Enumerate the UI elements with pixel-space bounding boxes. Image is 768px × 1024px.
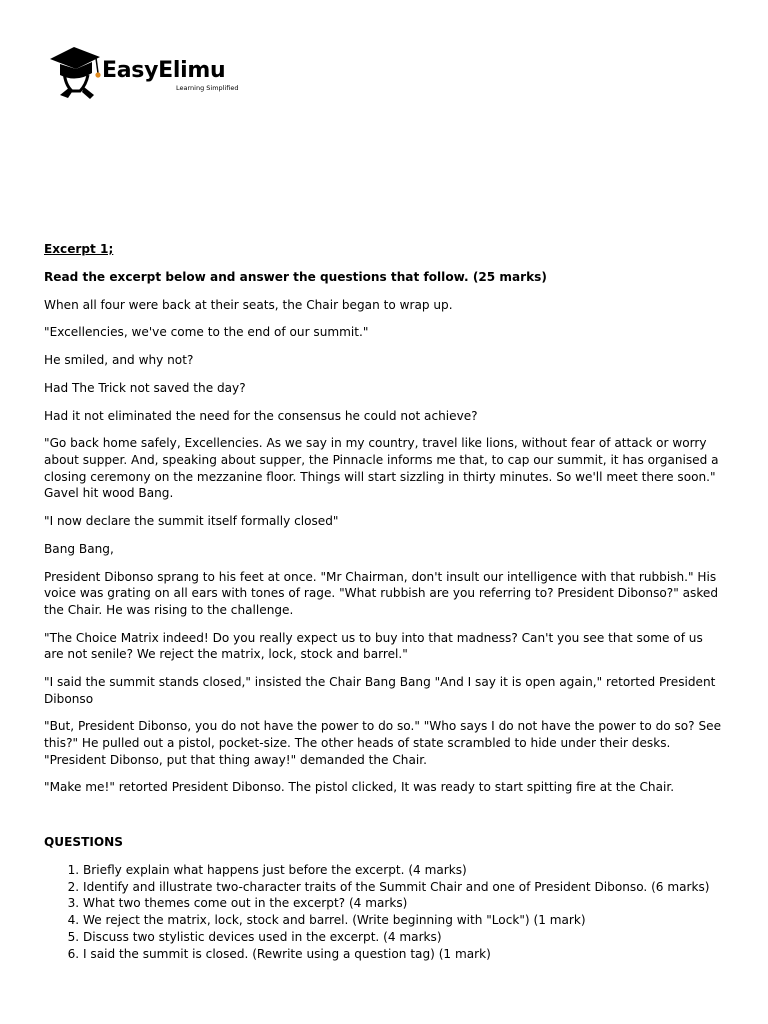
- excerpt-paragraph: "Excellencies, we've come to the end of our summit.": [44, 325, 369, 340]
- excerpt-paragraph: "But, President Dibonso, you do not have the power to do so." "Who says I do not have the power to do so? See this?" He pulled out a pistol, pocket-size. The other heads of state scrambled to hide under their desks. "President Dibonso, put that thing away!" demanded the Chair.: [44, 719, 722, 767]
- excerpt-paragraph: Had it not eliminated the need for the consensus he could not achieve?: [44, 408, 478, 423]
- excerpt-paragraph: "Go back home safely, Excellencies. As we say in my country, travel like lions, without fear of attack or worry about supper. And, speaking about supper, the Pinnacle informs me that, to cap our summit, it has organised a closing ceremony on the mezzanine floor. Things will start sizzling in thirty minutes. So we'll meet there soon." Gavel hit wood Bang.: [44, 436, 719, 501]
- brand-tagline: Learning Simplified: [176, 84, 239, 92]
- excerpt-instruction: Read the excerpt below and answer the questions that follow. (25 marks): [44, 269, 547, 284]
- brand-logo: [50, 45, 250, 100]
- graduation-cap-icon: [50, 45, 110, 100]
- question-item: 4. We reject the matrix, lock, stock and barrel. (Write beginning with "Lock") (1 mark): [83, 912, 724, 929]
- excerpt-paragraph: He smiled, and why not?: [44, 353, 194, 368]
- excerpt-paragraph: Bang Bang,: [44, 541, 114, 556]
- excerpt-heading: Excerpt 1;: [44, 242, 114, 256]
- question-item: 1. Briefly explain what happens just before the excerpt. (4 marks): [83, 862, 724, 879]
- question-item: 6. I said the summit is closed. (Rewrite using a question tag) (1 mark): [83, 946, 724, 963]
- excerpt-paragraph: "I said the summit stands closed," insisted the Chair Bang Bang "And I say it is open again," retorted President Dibonso: [44, 674, 716, 706]
- brand-name: EasyElimu: [102, 58, 226, 83]
- questions-list: [44, 862, 724, 963]
- document-body: [44, 241, 724, 963]
- excerpt-paragraph: When all four were back at their seats, the Chair began to wrap up.: [44, 297, 453, 312]
- excerpt-paragraph: Had The Trick not saved the day?: [44, 380, 246, 395]
- questions-heading: QUESTIONS: [44, 834, 123, 849]
- excerpt-paragraph: "Make me!" retorted President Dibonso. The pistol clicked, It was ready to start spitting fire at the Chair.: [44, 780, 675, 795]
- question-item: 5. Discuss two stylistic devices used in the excerpt. (4 marks): [83, 929, 724, 946]
- question-item: 3. What two themes come out in the excerpt? (4 marks): [83, 895, 724, 912]
- excerpt-paragraph: "I now declare the summit itself formally closed": [44, 514, 339, 529]
- excerpt-paragraph: "The Choice Matrix indeed! Do you really expect us to buy into that madness? Can't you see that some of us are not senile? We reject the matrix, lock, stock and barrel.": [44, 630, 703, 662]
- question-item: 2. Identify and illustrate two-character traits of the Summit Chair and one of President Dibonso. (6 marks): [83, 879, 724, 896]
- excerpt-paragraph: President Dibonso sprang to his feet at once. "Mr Chairman, don't insult our intelligence with that rubbish." His voice was grating on all ears with tones of rage. "What rubbish are you referring to? President Dibonso?" asked the Chair. He was rising to the challenge.: [44, 569, 719, 617]
